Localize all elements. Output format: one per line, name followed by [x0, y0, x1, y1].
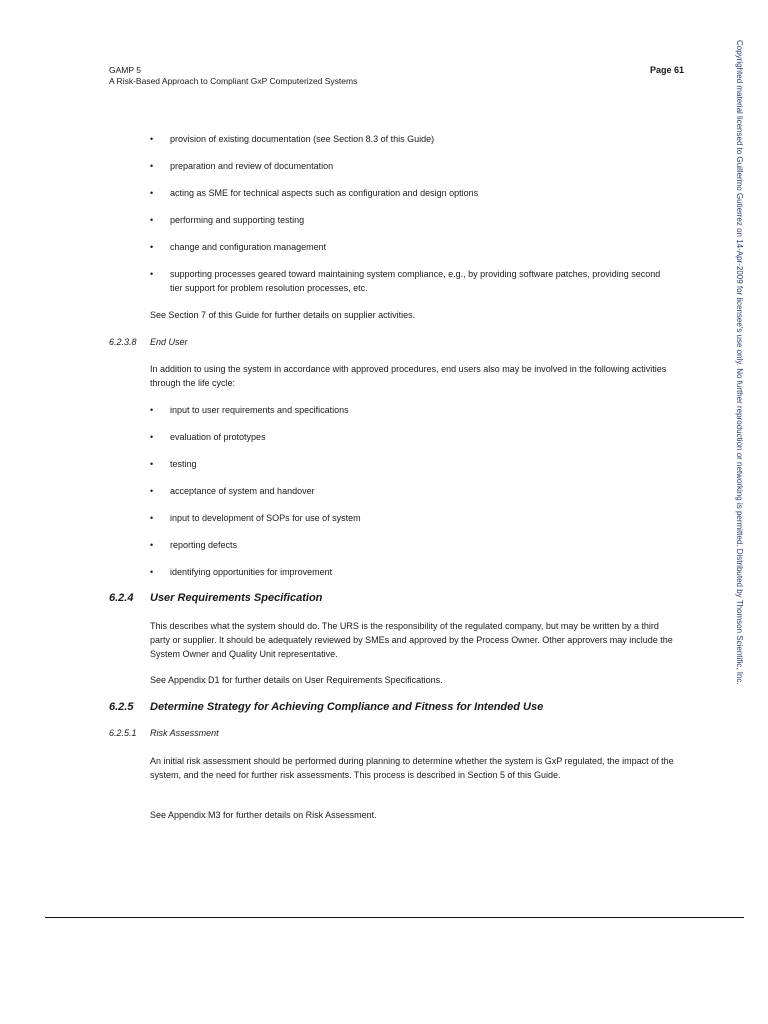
bullet-marker: • — [150, 540, 154, 550]
bullet-marker: • — [150, 242, 154, 252]
bullet-marker: • — [150, 215, 154, 225]
supplier-note: See Section 7 of this Guide for further details on supplier activities. — [150, 310, 416, 320]
copyright-watermark — [727, 40, 749, 765]
section-number-6238: 6.2.3.8 — [109, 337, 137, 347]
end-user-bullet-7: identifying opportunities for improvement — [170, 567, 333, 577]
bullet-marker: • — [150, 513, 154, 523]
bullet-marker: • — [150, 567, 154, 577]
supplier-bullet-3: acting as SME for technical aspects such as configuration and design options — [170, 188, 479, 198]
urs-note: See Appendix D1 for further details on User Requirements Specifications. — [150, 675, 443, 685]
header-subtitle: A Risk-Based Approach to Compliant GxP Computerized Systems — [109, 76, 358, 86]
section-title-end-user: End User — [150, 337, 188, 347]
risk-assessment-paragraph: An initial risk assessment should be performed during planning to determine whether the system is GxP regulated, the impact of the system, and the need for further risk assessments. This process is described in Section 5 of this Guide. — [150, 756, 674, 780]
section-number-624: 6.2.4 — [109, 592, 134, 604]
supplier-bullet-6: supporting processes geared toward maintaining system compliance, e.g., by providing software patches, providing second tier support for problem resolution processes, etc. — [170, 269, 661, 293]
header-title: GAMP 5 — [109, 65, 141, 75]
end-user-bullet-5: input to development of SOPs for use of system — [170, 513, 361, 523]
end-user-bullet-2: evaluation of prototypes — [170, 432, 266, 442]
bullet-marker: • — [150, 161, 154, 171]
bullet-marker: • — [150, 269, 154, 279]
bullet-marker: • — [150, 405, 154, 415]
urs-paragraph: This describes what the system should do. The URS is the responsibility of the regulated company, but may be written by a third party or supplier. It should be adequately reviewed by SMEs and approved by the Process Owner. Other approvers may include the System Owner and Quality Unit representative. — [150, 621, 673, 659]
supplier-bullet-2: preparation and review of documentation — [170, 161, 334, 171]
page-number: Page 61 — [649, 65, 684, 75]
section-title-risk-assessment: Risk Assessment — [150, 728, 219, 738]
end-user-bullet-4: acceptance of system and handover — [170, 486, 315, 496]
supplier-bullet-4: performing and supporting testing — [170, 215, 305, 225]
section-title-strategy: Determine Strategy for Achieving Compliance and Fitness for Intended Use — [150, 701, 544, 713]
supplier-bullet-5: change and configuration management — [170, 242, 327, 252]
section-number-6251: 6.2.5.1 — [109, 728, 137, 738]
risk-assessment-note: See Appendix M3 for further details on Risk Assessment. — [150, 810, 377, 820]
page-header — [109, 65, 357, 87]
bullet-marker: • — [150, 432, 154, 442]
bullet-marker: • — [150, 486, 154, 496]
footer-divider — [45, 917, 744, 918]
bullet-marker: • — [150, 459, 154, 469]
supplier-bullet-1: provision of existing documentation (see Section 8.3 of this Guide) — [170, 134, 435, 144]
watermark-text: Copyrighted material licensed to Guillermo Gutierrez on 14-Apr-2009 for licensee's use only. No further reproduction or networking is permitted. Distributed by Thomson Scientific, Inc. — [735, 40, 744, 685]
section-number-625: 6.2.5 — [109, 701, 134, 713]
section-title-urs: User Requirements Specification — [150, 592, 323, 604]
end-user-bullet-6: reporting defects — [170, 540, 238, 550]
bullet-marker: • — [150, 134, 154, 144]
end-user-bullet-1: input to user requirements and specifications — [170, 405, 349, 415]
end-user-bullet-3: testing — [170, 459, 197, 469]
end-user-intro: In addition to using the system in accordance with approved procedures, end users also may be involved in the following activities through the life cycle: — [150, 364, 667, 388]
bullet-marker: • — [150, 188, 154, 198]
